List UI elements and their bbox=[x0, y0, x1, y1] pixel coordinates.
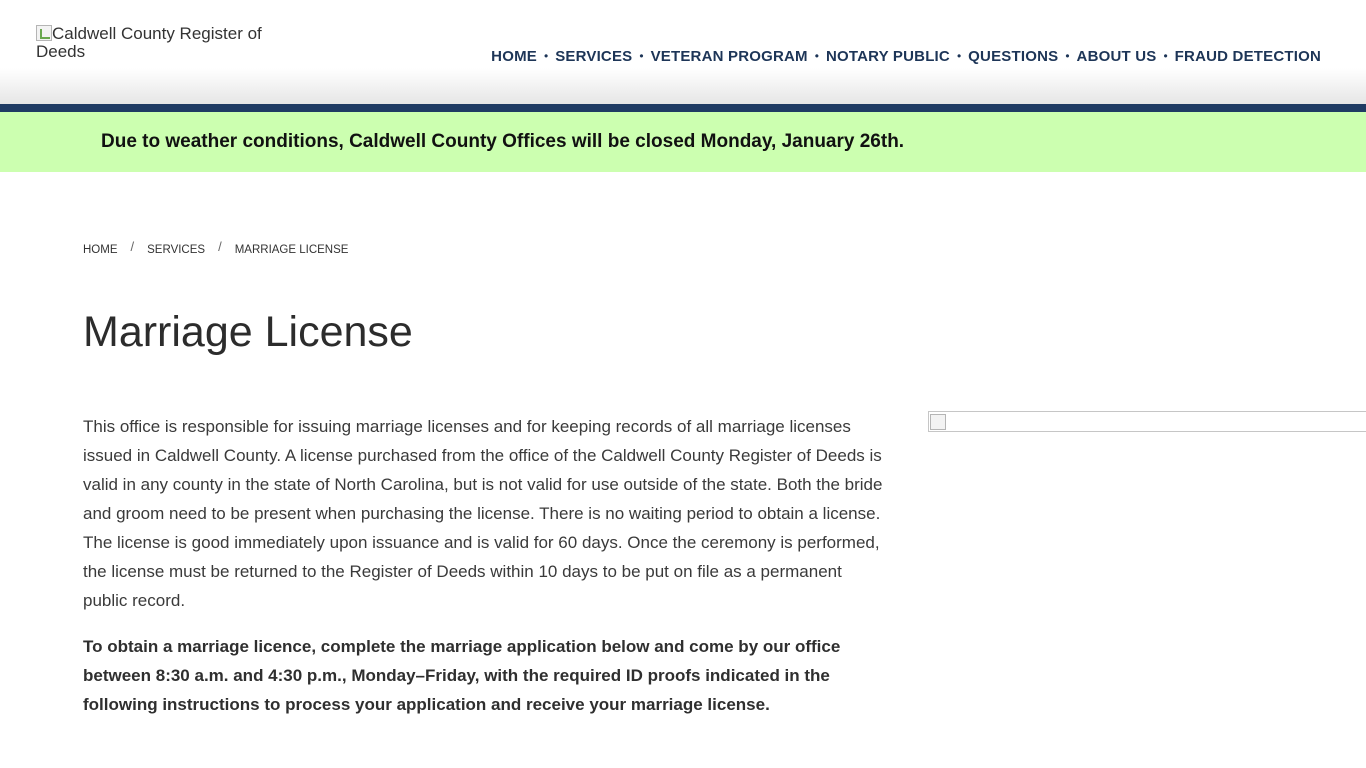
site-logo[interactable] bbox=[36, 25, 296, 61]
instructions-paragraph: To obtain a marriage licence, complete the marriage application below and come by our office between 8:30 a.m. and 4:30 p.m., Monday–Friday, with the required ID proofs indicated in the following instructions to process your application and receive your marriage license. bbox=[83, 637, 841, 714]
breadcrumb-home[interactable]: HOME bbox=[83, 243, 118, 256]
broken-image-icon bbox=[36, 25, 52, 41]
nav-about-us[interactable]: ABOUT US bbox=[1076, 47, 1157, 65]
main-content bbox=[83, 412, 889, 736]
breadcrumb-separator: / bbox=[218, 239, 222, 254]
nav-separator: • bbox=[639, 49, 644, 63]
nav-fraud-detection[interactable]: FRAUD DETECTION bbox=[1174, 47, 1321, 65]
nav-separator: • bbox=[1065, 49, 1070, 63]
site-header bbox=[0, 0, 1366, 104]
nav-home[interactable]: HOME bbox=[491, 47, 537, 65]
nav-services[interactable]: SERVICES bbox=[555, 47, 633, 65]
header-divider-bar bbox=[0, 104, 1366, 112]
nav-separator: • bbox=[956, 49, 962, 63]
nav-questions[interactable]: QUESTIONS bbox=[968, 47, 1059, 65]
main-nav bbox=[491, 47, 1321, 65]
breadcrumb-services[interactable]: SERVICES bbox=[147, 243, 206, 256]
breadcrumb bbox=[83, 239, 349, 257]
nav-notary-public[interactable]: NOTARY PUBLIC bbox=[825, 47, 950, 65]
intro-paragraph: This office is responsible for issuing marriage licenses and for keeping records of all marriage licenses issued in Caldwell County. A license purchased from the office of the Caldwell County Register of Deeds is valid in any county in the state of North Carolina, but is not valid for use outside of the state. Both the bride and groom need to be present when purchasing the license. There is no waiting period to obtain a license. The license is good immediately upon issuance and is valid for 60 days. Once the ceremony is performed, the license must be returned to the Register of Deeds within 10 days to be put on file as a permanent public record. bbox=[83, 417, 883, 610]
nav-veteran-program[interactable]: VETERAN PROGRAM bbox=[650, 47, 808, 65]
nav-separator: • bbox=[543, 49, 549, 63]
weather-alert-text: Due to weather conditions, Caldwell County Offices will be closed Monday, January 26th. bbox=[101, 131, 905, 152]
nav-separator: • bbox=[1163, 49, 1168, 63]
nav-separator: • bbox=[814, 49, 819, 63]
logo-alt-text: Caldwell County Register of Deeds bbox=[36, 24, 262, 61]
side-image-placeholder bbox=[928, 411, 1366, 432]
breadcrumb-current: MARRIAGE LICENSE bbox=[234, 243, 349, 256]
page-title: Marriage License bbox=[83, 308, 413, 356]
breadcrumb-separator: / bbox=[130, 239, 135, 254]
broken-image-icon bbox=[930, 414, 946, 430]
